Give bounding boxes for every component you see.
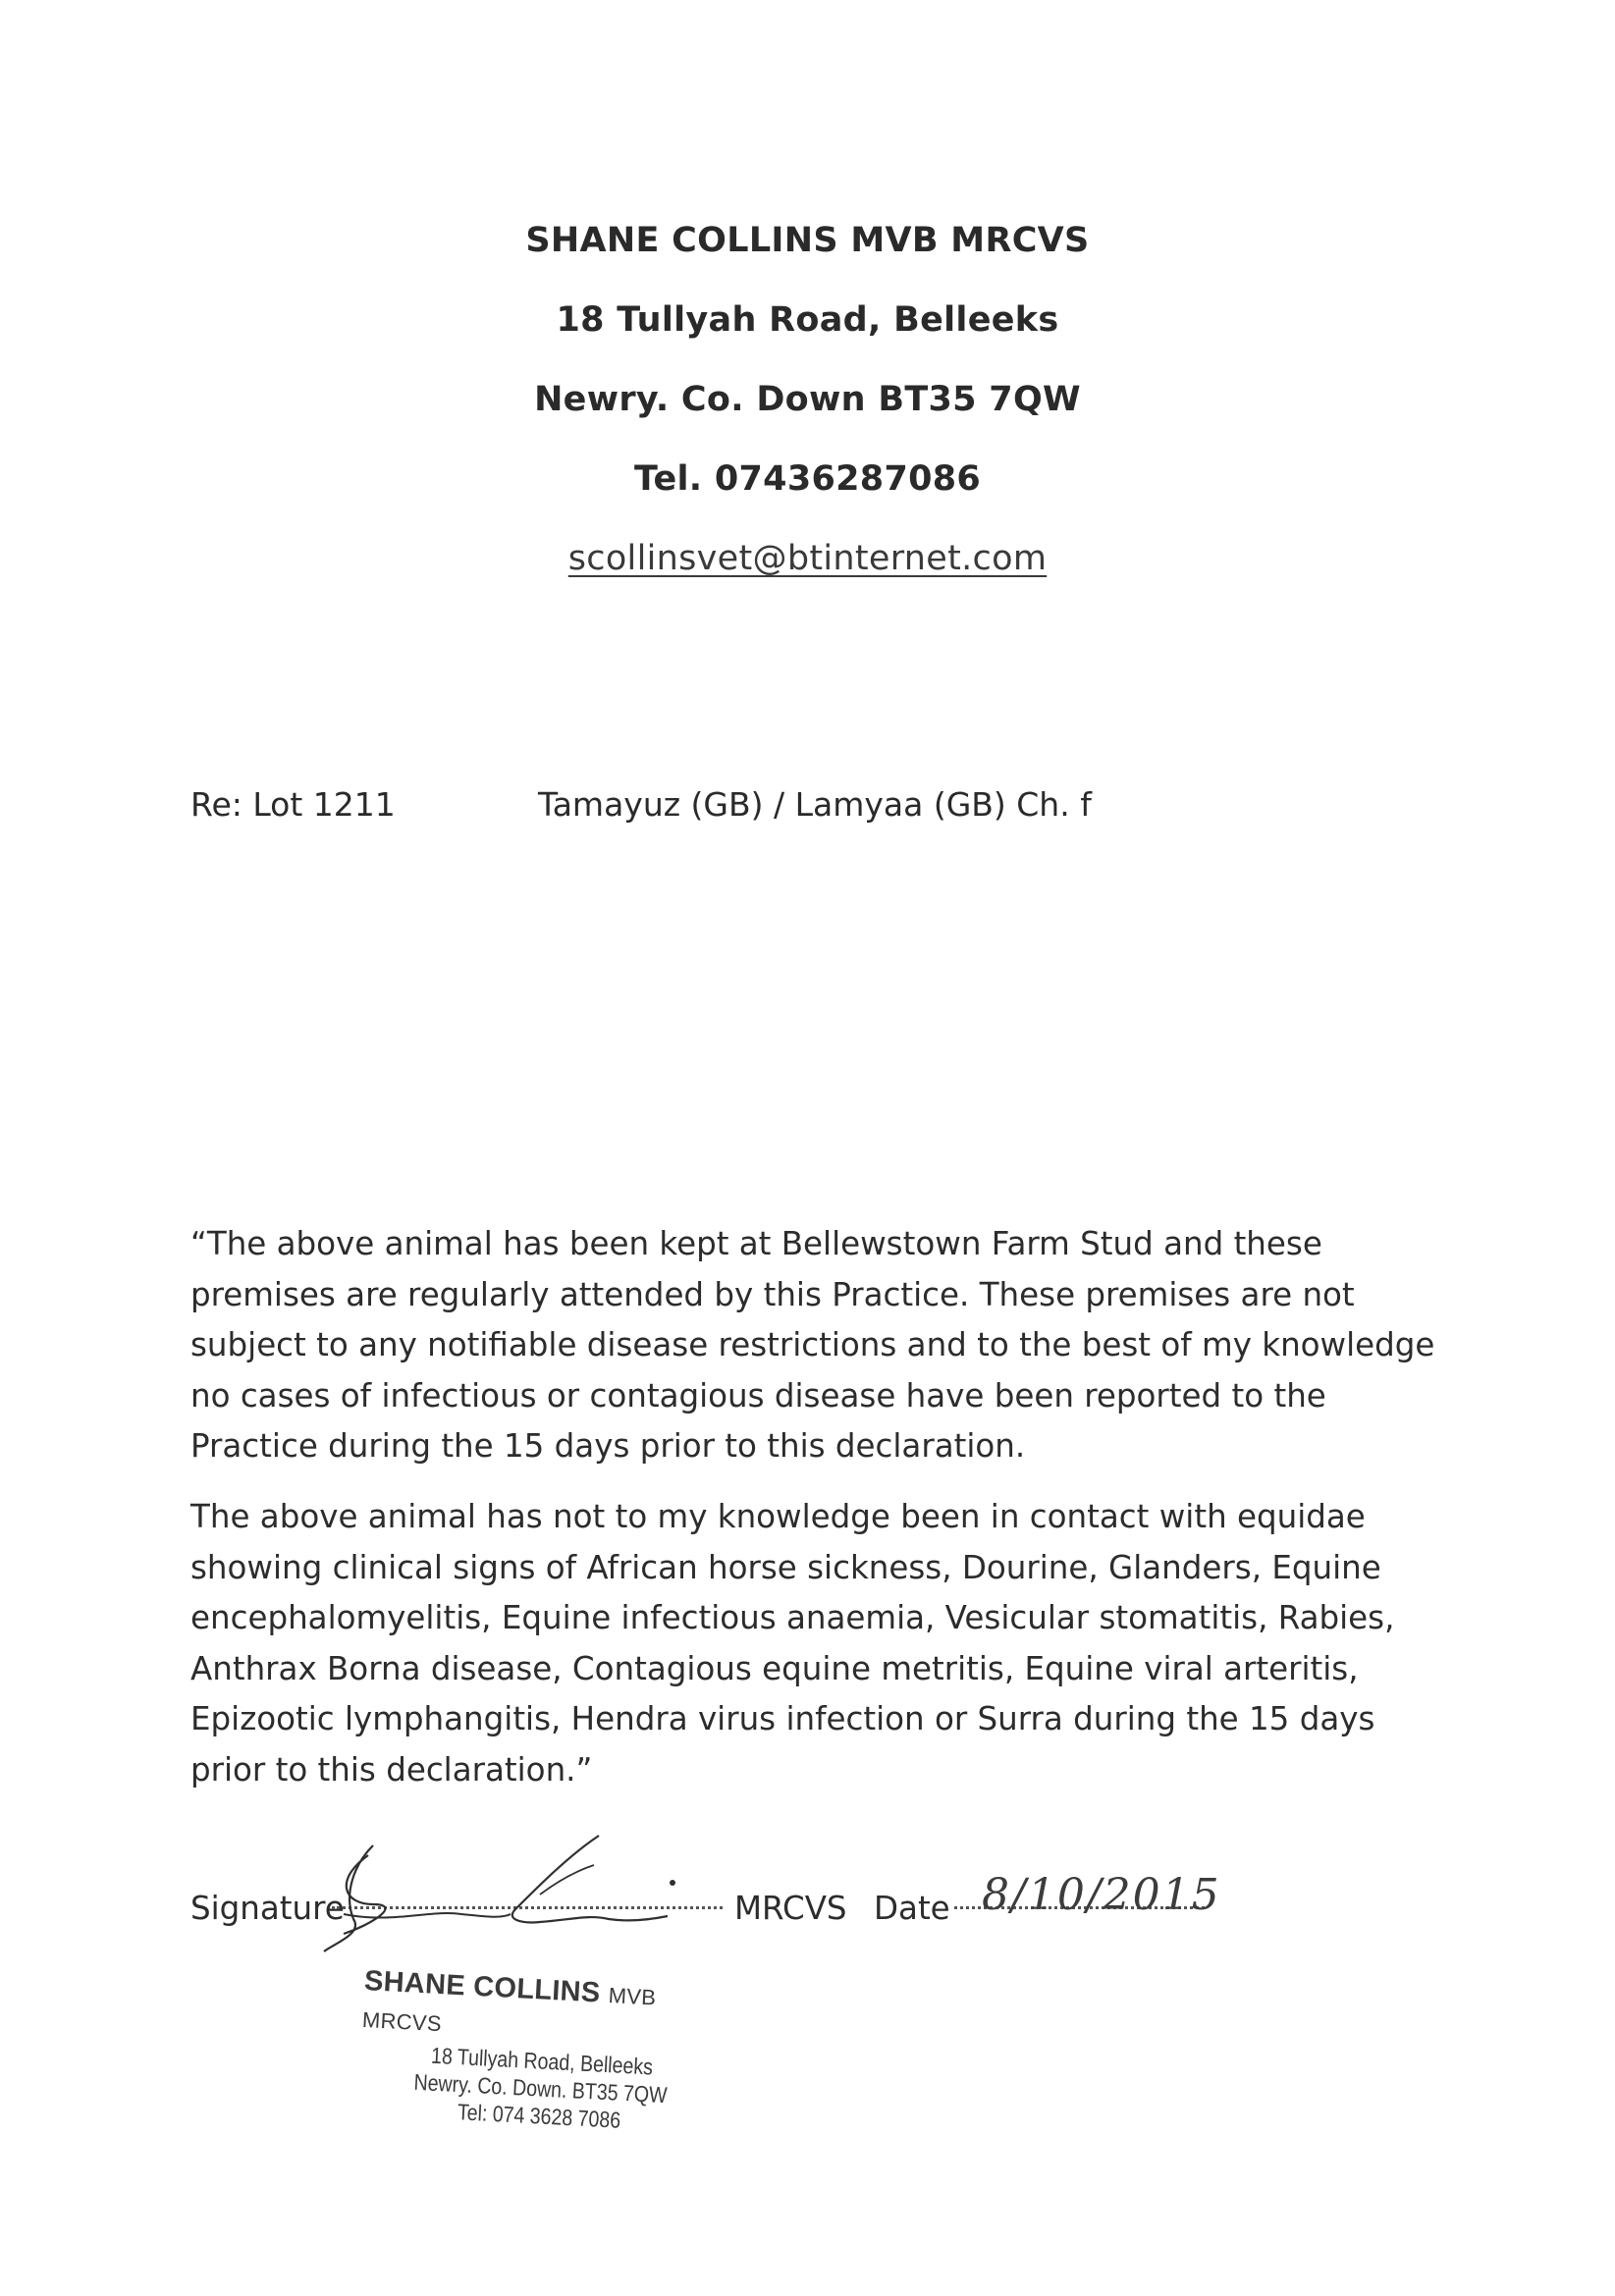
mrcvs-label: MRCVS [734,1890,847,1927]
handwritten-signature [314,1826,707,1953]
stamp-qualifications: MVB MRCVS [361,1983,657,2037]
stamp-address-line-2: Newry. Co. Down. BT35 7QW [412,2068,669,2109]
signature-label: Signature [190,1890,345,1927]
date-label: Date [874,1890,950,1927]
declaration-paragraph-2: The above animal has not to my knowledge been in contact with equidae showing clinical signs of African horse sickness, Dourine, Glanders, Equine encephalomyelitis, Equine infectious anaemia, Vesicular stomatitis, Rabies, Anthrax Borna disease, Contagious equine metritis, Equine viral arteritis, Epizootic lymphangitis, Hendra virus infection or Surra during the 15 days prior to this declaration.” [190,1498,1395,1789]
vet-name: SHANE COLLINS MVB MRCVS [525,221,1090,260]
declaration-paragraph-1: “The above animal has been kept at Bellewstown Farm Stud and these premises are regularly attended by this Practice. These premises are not subject to any notifiable disease restrictions and to the best of my knowledge no cases of infectious or contagious disease have been reported to the Practice during the 15 days prior to this declaration. [190,1225,1435,1465]
address-line-2: Newry. Co. Down BT35 7QW [534,380,1081,419]
email-link[interactable]: scollinsvet@btinternet.com [567,539,1048,578]
practice-stamp [357,1963,728,2139]
lot-reference: Re: Lot 1211 [190,785,396,824]
horse-pedigree: Tamayuz (GB) / Lamyaa (GB) Ch. f [538,785,1092,824]
phone-number: Tel. 07436287086 [633,459,982,499]
address-line-1: 18 Tullyah Road, Belleeks [556,300,1059,340]
stamp-name: SHANE COLLINS [363,1964,602,2009]
handwritten-date: 8/10/2015 [982,1870,1221,1920]
letterhead [0,201,1615,599]
stamp-address-line-1: 18 Tullyah Road, Belleeks [430,2042,654,2080]
stamp-phone: Tel: 074 3628 7086 [457,2099,621,2133]
